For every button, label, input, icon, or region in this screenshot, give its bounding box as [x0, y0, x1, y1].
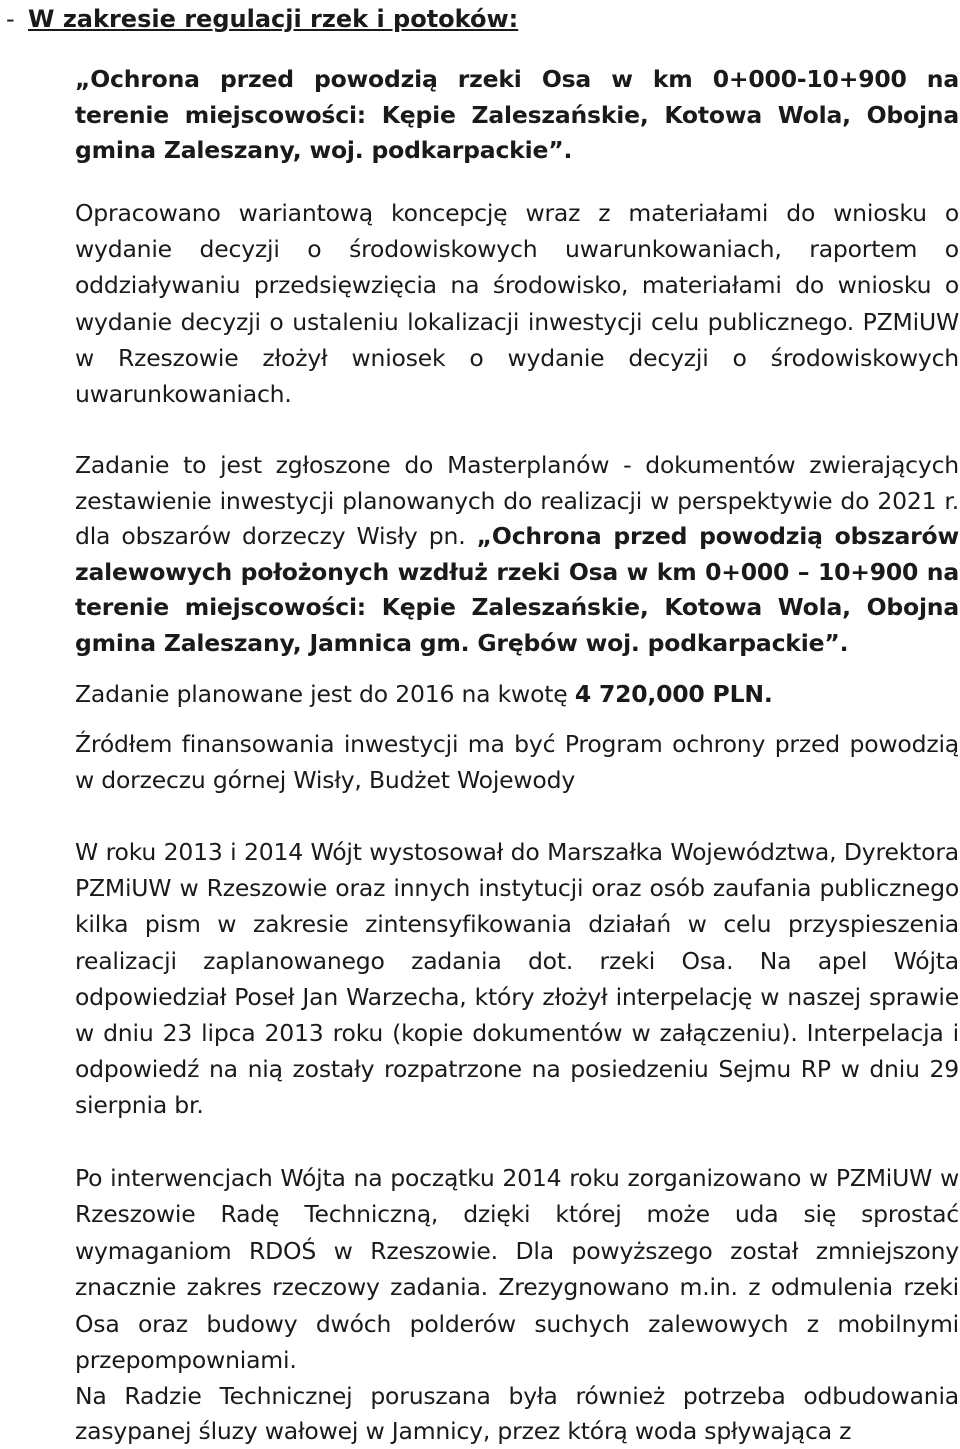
budget-amount: 4 720,000 PLN. — [574, 680, 773, 708]
section-heading — [6, 2, 518, 36]
paragraph-technical-council: Po interwencjach Wójta na początku 2014 roku zorganizowano w PZMiUW w Rzeszowie Radę Techniczną, dzięki której może uda się sprostać wymaganiom RDOŚ w Rzeszowie. Dla powyższego został zmniejszony znacznie zakres rzeczowy zadania. Zrezygnowano m.in. z odmulenia rzeki Osa oraz budowy dwóch polderów suchych zalewowych z mobilnymi przepompowniami. — [75, 1164, 959, 1375]
list-dash: - — [6, 5, 15, 33]
paragraph-planned-budget — [75, 677, 959, 712]
masterplan-task-name: „Ochrona przed powodzią obszarów zalewowych położonych wzdłuż rzeki Osa w km 0+000 – 10+900 na terenie miejscowości: Kępie Zaleszańskie, Kotowa Wola, Obojna gmina Zaleszany, Jamnica gm. Grębów woj. podkarpackie”. — [75, 522, 959, 657]
section-title: W zakresie regulacji rzek i potoków: — [28, 5, 519, 33]
paragraph-masterplan — [75, 448, 959, 662]
budget-text: Zadanie planowane jest do 2016 na kwotę — [75, 680, 575, 708]
project-title: „Ochrona przed powodzią rzeki Osa w km 0+000-10+900 na terenie miejscowości: Kępie Zaleszańskie, Kotowa Wola, Obojna gmina Zaleszany, woj. podkarpackie”. — [75, 65, 959, 164]
masterplan-text: Zadanie to jest zgłoszone do Masterplanów - dokumentów zwierających zestawienie inwestycji planowanych do realizacji w perspektywie do 2021 r. dla obszarów dorzeczy Wisły pn. — [75, 451, 959, 551]
paragraph-interventions-2013-2014: W roku 2013 i 2014 Wójt wystosował do Marszałka Województwa, Dyrektora PZMiUW w Rzeszowie oraz innych instytucji oraz osób zaufania publicznego kilka pism w zakresie zintensyfikowania działań w celu przyspieszenia realizacji zaplanowanego zadania dot. rzeki Osa. Na apel Wójta odpowiedział Poseł Jan Warzecha, który złożył interpelację w naszej sprawie w dniu 23 lipca 2013 roku (kopie dokumentów w załączeniu). Interpelacja i odpowiedź na nią zostały rozpatrzone na posiedzeniu Sejmu RP w dniu 29 sierpnia br. — [75, 838, 959, 1120]
paragraph-sluice: Na Radzie Technicznej poruszana była również potrzeba odbudowania zasypanej śluzy wałowej w Jamnicy, przez którą woda spływająca z — [75, 1382, 959, 1445]
paragraph-concept: Opracowano wariantową koncepcję wraz z materiałami do wniosku o wydanie decyzji o środowiskowych uwarunkowaniach, raportem o oddziaływaniu przedsięwzięcia na środowisko, materiałami do wniosku o wydanie decyzji o ustaleniu lokalizacji inwestycji celu publicznego. PZMiUW w Rzeszowie złożył wniosek o wydanie decyzji o środowiskowych uwarunkowaniach. — [75, 199, 959, 409]
paragraph-funding-source: Źródłem finansowania inwestycji ma być Program ochrony przed powodzią w dorzeczu górnej Wisły, Budżet Wojewody — [75, 730, 959, 794]
